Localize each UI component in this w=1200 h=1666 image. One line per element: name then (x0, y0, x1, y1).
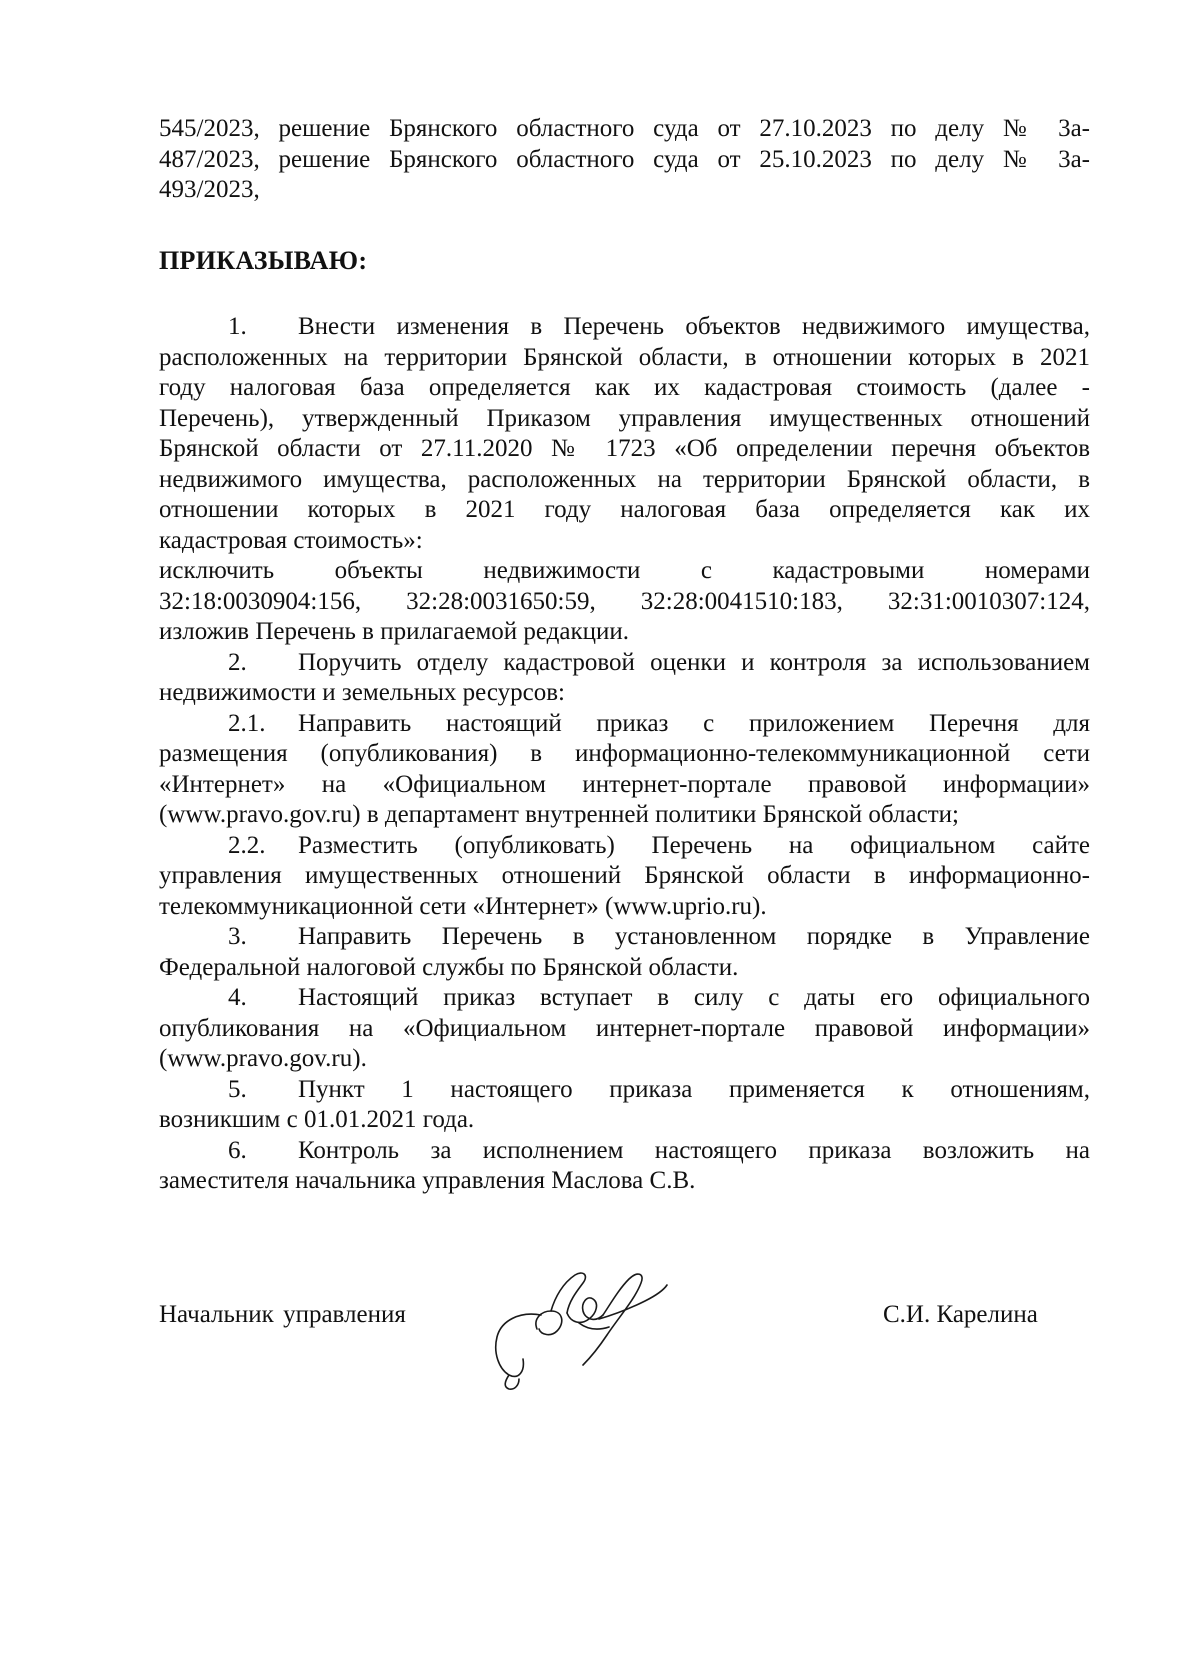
text-line: исключить объекты недвижимости с кадастровыми номерами (159, 557, 1090, 584)
order-item-2-2 (159, 831, 1090, 923)
signatory-name: С.И. Карелина (883, 1301, 1038, 1328)
item-number: 4. (228, 984, 247, 1011)
line-text: Разместить (опубликовать) Перечень на официальном сайте (298, 831, 1090, 859)
line-text: Направить Перечень в установленном порядке в Управление (298, 923, 1090, 950)
order-items (159, 312, 1090, 1197)
text-line: изложив Перечень в прилагаемой редакции. (159, 618, 630, 645)
line-text: Контроль за исполнением настоящего приказа возложить на (298, 1136, 1090, 1164)
text-line (159, 648, 1090, 679)
text-line (159, 312, 1090, 343)
order-item-2-1 (159, 709, 1090, 831)
item-number: 2.2. (228, 831, 266, 859)
text-line: размещения (опубликования) в информационно-телекоммуникационной сети (159, 740, 1090, 767)
text-line: опубликования на «Официальном интернет-портале правовой информации» (159, 1014, 1090, 1042)
text-line: Брянской области от 27.11.2020 № 1723 «Об определении перечня объектов (159, 435, 1090, 462)
text-line (159, 709, 1090, 740)
signature-block (159, 1293, 1059, 1413)
text-line: заместителя начальника управления Маслова С.В. (159, 1167, 696, 1194)
text-line (159, 983, 1090, 1014)
line-text: Поручить отделу кадастровой оценки и контроля за использованием (298, 648, 1090, 676)
order-item-2 (159, 648, 1090, 709)
intro-paragraph (159, 114, 1090, 206)
line-text: Внести изменения в Перечень объектов недвижимого имущества, (298, 313, 1090, 340)
text-line: расположенных на территории Брянской области, в отношении которых в 2021 (159, 343, 1090, 371)
text-line: недвижимого имущества, расположенных на территории Брянской области, в (159, 465, 1090, 493)
item-number: 2.1. (228, 709, 266, 737)
document-body (159, 114, 1090, 1197)
order-item-5 (159, 1075, 1090, 1136)
item-number: 5. (228, 1075, 247, 1103)
text-line: «Интернет» на «Официальном интернет-портале правовой информации» (159, 770, 1090, 798)
text-line: Федеральной налоговой службы по Брянской области. (159, 953, 739, 981)
signatory-title: Начальник управления (159, 1301, 406, 1328)
order-heading: ПРИКАЗЫВАЮ: (159, 245, 368, 275)
text-line: управления имущественных отношений Брянской области в информационно- (159, 862, 1090, 889)
text-line: 545/2023, решение Брянского областного суда от 27.10.2023 по делу № 3а- (159, 115, 1090, 142)
line-text: Настоящий приказ вступает в силу с даты его официального (298, 984, 1090, 1011)
line-text: Направить настоящий приказ с приложением Перечня для (298, 709, 1090, 737)
item-number: 2. (228, 648, 247, 676)
handwritten-signature (479, 1253, 679, 1398)
item-number: 3. (228, 923, 247, 950)
text-line: возникшим с 01.01.2021 года. (159, 1106, 475, 1133)
text-line: 487/2023, решение Брянского областного суда от 25.10.2023 по делу № 3а- (159, 145, 1090, 173)
text-line: Перечень), утвержденный Приказом управления имущественных отношений (159, 404, 1090, 432)
text-line: 493/2023, (159, 176, 260, 203)
order-item-1 (159, 312, 1090, 648)
text-line: году налоговая база определяется как их кадастровая стоимость (далее - (159, 374, 1090, 401)
order-item-3 (159, 922, 1090, 983)
order-item-6 (159, 1136, 1090, 1197)
text-line: отношении которых в 2021 году налоговая база определяется как их (159, 496, 1090, 523)
text-line (159, 1136, 1090, 1167)
line-text: Пункт 1 настоящего приказа применяется к отношениям, (298, 1075, 1090, 1103)
text-line (159, 922, 1090, 953)
text-line: 32:18:0030904:156, 32:28:0031650:59, 32:28:0041510:183, 32:31:0010307:124, (159, 587, 1090, 615)
text-line: (www.pravo.gov.ru) в департамент внутренней политики Брянской области; (159, 801, 959, 828)
order-item-4 (159, 983, 1090, 1075)
item-number: 1. (228, 313, 247, 340)
text-line: недвижимости и земельных ресурсов: (159, 679, 565, 706)
text-line (159, 1075, 1090, 1106)
item-number: 6. (228, 1136, 247, 1164)
text-line: (www.pravo.gov.ru). (159, 1045, 367, 1072)
text-line (159, 831, 1090, 862)
text-line: телекоммуникационной сети «Интернет» (www.uprio.ru). (159, 892, 767, 920)
text-line: кадастровая стоимость»: (159, 526, 423, 554)
